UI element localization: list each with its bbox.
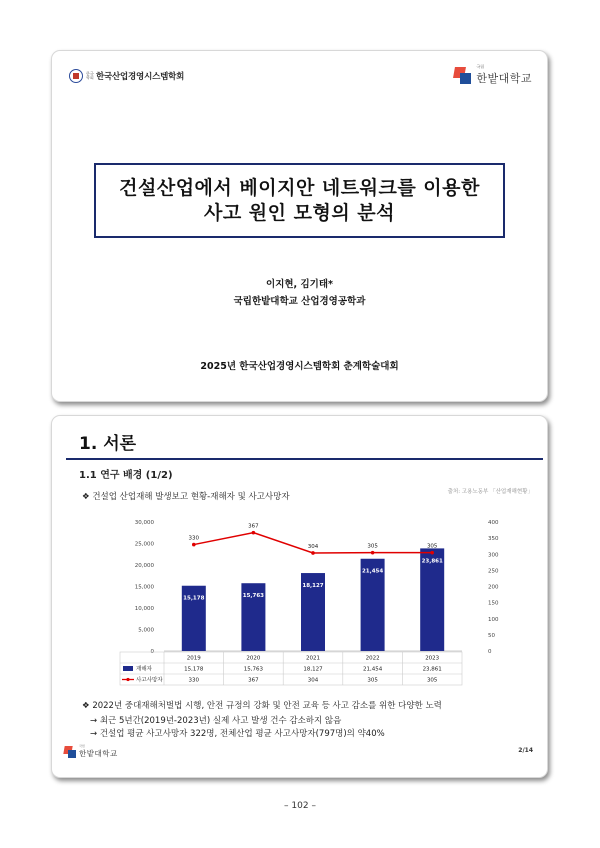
table-deaths-value: 304 (307, 677, 319, 684)
line-data-label: 305 (367, 543, 378, 550)
title-slide (51, 50, 548, 402)
footer-university-emblem-icon (64, 746, 76, 758)
society-logo (69, 69, 184, 83)
bullet-average-deaths: → 건설업 평균 사고사망자 322명, 전체산업 평균 사고사망자(797명)의 약40% (90, 729, 385, 739)
left-axis-tick-label: 5,000 (138, 627, 154, 634)
section-title: 1. 서론 (79, 434, 137, 454)
table-injured-value: 15,178 (184, 666, 204, 673)
table-deaths-value: 305 (367, 677, 378, 684)
title-line-2: 사고 원인 모형의 분석 (203, 201, 396, 224)
conference-name: 2025년 한국산업경영시스템학회 춘계학술대회 (200, 361, 399, 372)
subsection-title: 1.1 연구 배경 (1/2) (79, 470, 173, 481)
legend-deaths-marker (126, 678, 129, 681)
line-data-label: 305 (426, 543, 438, 550)
footer-logo-small: 국립 (79, 744, 85, 748)
right-axis-tick-label: 0 (488, 649, 492, 655)
right-axis-tick-label: 350 (488, 536, 499, 543)
right-axis-tick-label: 100 (488, 616, 499, 623)
table-deaths-value: 330 (188, 677, 200, 684)
society-logo-text: 한국산업경영시스템학회 (96, 72, 185, 82)
legend-injured-label: 재해자 (136, 666, 152, 673)
introduction-slide (51, 415, 548, 778)
bar-data-label: 15,763 (242, 593, 265, 600)
x-axis-category-label: 2019 (186, 655, 201, 662)
x-axis-category-label: 2023 (425, 655, 440, 662)
line-deaths-point-2020 (252, 531, 256, 535)
bullet-no-decrease: → 최근 5년간(2019년-2023년) 실제 사고 발생 건수 감소하지 않음 (90, 716, 342, 726)
table-injured-value: 15,763 (243, 666, 264, 673)
right-axis-tick-label: 250 (488, 568, 499, 575)
line-deaths-point-2023 (430, 551, 434, 555)
x-axis-category-label: 2021 (306, 655, 320, 662)
table-deaths-value: 367 (248, 677, 259, 684)
line-deaths-point-2022 (371, 551, 375, 555)
accident-chart (52, 514, 549, 694)
line-deaths-point-2019 (192, 543, 196, 547)
table-injured-value: 21,454 (362, 666, 383, 673)
table-deaths-value: 305 (426, 677, 438, 684)
right-axis-tick-label: 50 (488, 632, 495, 639)
society-emblem-icon (69, 69, 83, 83)
section-divider (66, 458, 543, 460)
society-logo-tiny: 한국 학회 (86, 71, 94, 80)
combo-chart-svg (52, 514, 549, 694)
page-footer-number: – 102 – (284, 801, 316, 811)
line-deaths-point-2021 (311, 551, 315, 555)
left-axis-tick-label: 30,000 (134, 520, 154, 526)
table-injured-value: 18,127 (303, 666, 323, 673)
bar-data-label: 15,178 (183, 595, 205, 602)
line-data-label: 304 (307, 543, 319, 550)
left-axis-tick-label: 25,000 (134, 541, 154, 548)
right-axis-tick-label: 200 (488, 584, 499, 591)
bar-data-label: 21,454 (361, 568, 384, 575)
bullet-regulation: ❖ 2022년 중대재해처벌법 시행, 안전 규정의 강화 및 안전 교육 등 사고 감소를 위한 다양한 노력 (82, 701, 442, 711)
legend-deaths-label: 사고사망자 (136, 677, 163, 684)
left-axis-tick-label: 20,000 (134, 563, 154, 569)
footer-logo-text: 한밭대학교 (79, 749, 118, 758)
presentation-title-box (94, 163, 505, 238)
university-logo-text: 한밭대학교 (476, 72, 532, 85)
left-axis-tick-label: 10,000 (134, 606, 154, 612)
bar-data-label: 23,861 (421, 558, 443, 565)
data-table-frame (120, 652, 462, 685)
left-axis-tick-label: 0 (150, 649, 154, 655)
university-logo-small: 국립 (476, 64, 485, 69)
slide-page-number: 2/14 (518, 747, 533, 754)
university-logo (454, 64, 532, 86)
right-axis-tick-label: 300 (488, 552, 499, 559)
x-axis-category-label: 2020 (246, 655, 261, 662)
bar-data-label: 18,127 (302, 583, 324, 590)
footer-university-logo (64, 744, 118, 759)
legend-injured-key (123, 666, 133, 671)
x-axis-category-label: 2022 (365, 655, 380, 662)
right-axis-tick-label: 400 (488, 520, 499, 526)
line-data-label: 367 (248, 523, 259, 530)
right-axis-tick-label: 150 (488, 600, 499, 607)
chart-caption-bullet: ❖ 건설업 산업재해 발생보고 현황-재해자 및 사고사망자 (82, 492, 290, 502)
left-axis-tick-label: 15,000 (134, 584, 154, 591)
table-injured-value: 23,861 (422, 666, 442, 673)
source-note: 출처: 고용노동부 「산업재해현황」 (447, 489, 533, 495)
authors: 이지현, 김기태* (266, 279, 333, 290)
affiliation: 국립한밭대학교 산업경영공학과 (233, 296, 366, 307)
university-emblem-icon (454, 67, 471, 84)
line-data-label: 330 (188, 535, 200, 542)
title-line-1: 건설산업에서 베이지안 네트워크를 이용한 (119, 176, 480, 199)
